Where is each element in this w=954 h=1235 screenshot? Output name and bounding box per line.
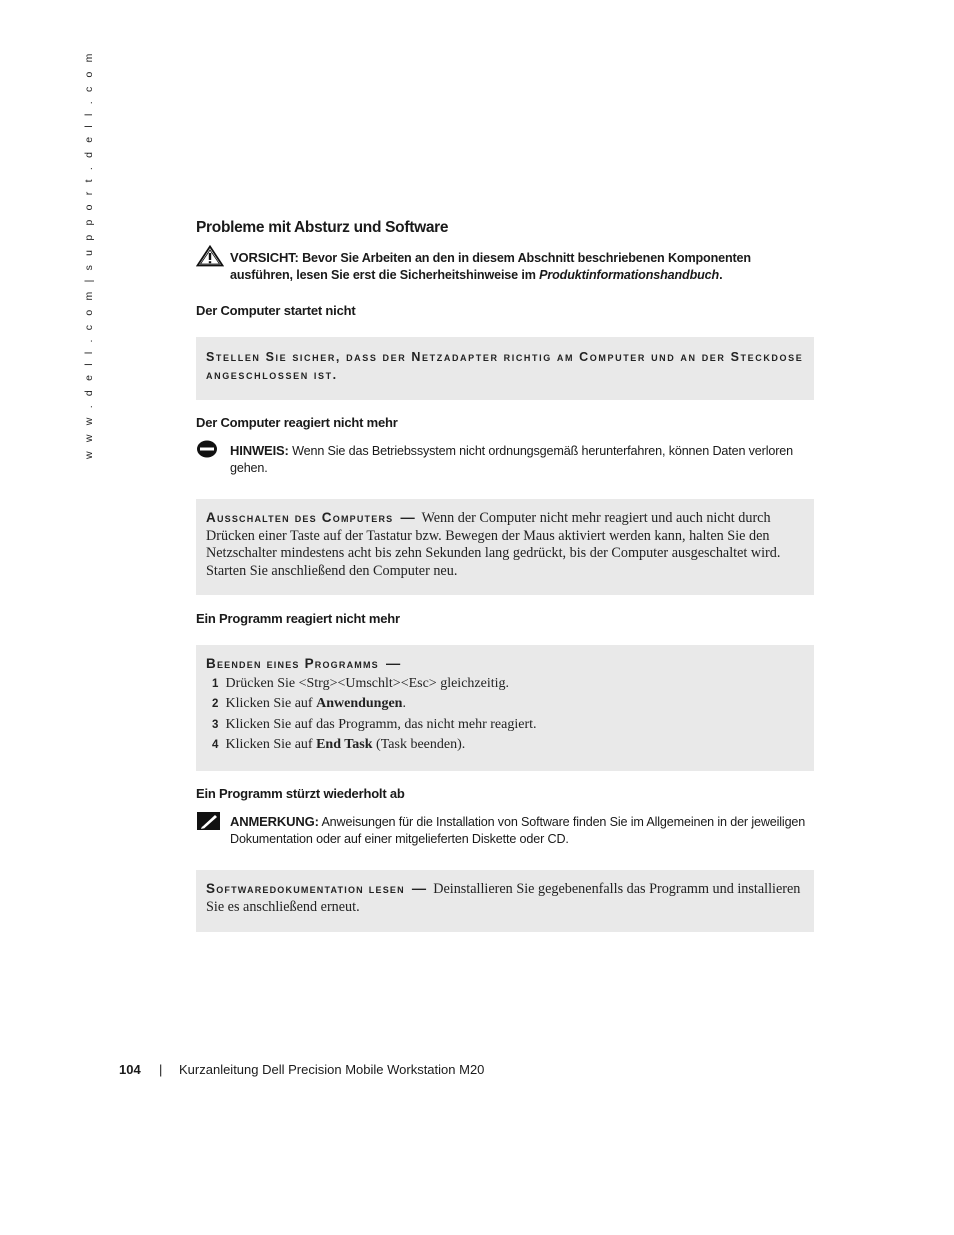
list-item: 2 Klicken Sie auf Anwendungen.: [212, 696, 406, 711]
list-item: 3 Klicken Sie auf das Programm, das nicht mehr reagiert.: [212, 716, 537, 732]
steps-list: [206, 674, 804, 756]
subheading-programm-reagiert: Ein Programm reagiert nicht mehr: [196, 611, 400, 626]
caution-end: .: [719, 268, 723, 282]
hinweis-icon: [196, 439, 220, 464]
caution-label: VORSICHT:: [230, 250, 299, 265]
subheading-programm-abstuerzt: Ein Programm stürzt wiederholt ab: [196, 786, 405, 801]
page-number: 104: [119, 1062, 141, 1077]
box-softwaredoku-text: Deinstallieren Sie gegebenenfalls das Programm und installieren Sie es anschließend erneut.: [206, 881, 801, 915]
box-ausschalten: [196, 499, 814, 595]
box-ausschalten-title: Ausschalten des Computers: [206, 510, 394, 525]
note-pencil-icon: [196, 811, 222, 836]
anmerkung-label: ANMERKUNG:: [230, 814, 319, 829]
box-beenden-title: Beenden eines Programms: [206, 656, 379, 671]
caution-text: Bevor Sie Arbeiten an den in diesem Abschnitt beschriebenen Komponenten ausführen, lesen Sie erst die Sicherheitshinweise im: [230, 251, 751, 282]
list-item: 4 Klicken Sie auf End Task (Task beenden).: [212, 737, 466, 752]
sidebar-url: w w w . d e l l . c o m | s u p p o r t . d e l l . c o m: [83, 50, 95, 459]
hinweis-label: HINWEIS:: [230, 443, 289, 458]
subheading-startet-nicht: Der Computer startet nicht: [196, 303, 356, 318]
box-beenden: [196, 645, 814, 771]
box-ausschalten-text: Wenn der Computer nicht mehr reagiert und auch nicht durch Drücken einer Taste auf der Tastatur bzw. Bewegen der Maus aktiviert werden kann, halten Sie den Netzschalter mindestens acht bis zehn Sekunden lang gedrückt, bis der Computer ausgeschaltet wird. Starten Sie anschließend den Computer neu.: [206, 510, 781, 579]
hinweis-notice: [196, 442, 814, 477]
box-netzadapter: [196, 337, 814, 400]
section-title: Probleme mit Absturz und Software: [196, 219, 449, 236]
hinweis-text: Wenn Sie das Betriebssystem nicht ordnungsgemäß herunterfahren, können Daten verloren gehen.: [230, 444, 793, 475]
footer-separator: |: [159, 1062, 163, 1077]
caution-emph: Produktinformationshandbuch: [539, 268, 720, 282]
box-softwaredoku-title: Softwaredokumentation lesen: [206, 881, 405, 896]
page-footer: [119, 1062, 485, 1077]
list-item: 1 Drücken Sie <Strg><Umschlt><Esc> gleichzeitig.: [212, 675, 510, 691]
box-softwaredoku-dash: —: [411, 881, 427, 897]
anmerkung-text: Anweisungen für die Installation von Software finden Sie im Allgemeinen in der jeweiligen Dokumentation oder auf einer mitgelieferten Diskette oder CD.: [230, 815, 806, 846]
footer-title: Kurzanleitung Dell Precision Mobile Workstation M20: [179, 1062, 485, 1077]
box-netzadapter-text: Stellen Sie sicher, dass der Netzadapter richtig am Computer und an der Steckdose angeschlossen ist.: [206, 350, 804, 382]
caution-triangle-icon: [196, 245, 224, 272]
subheading-reagiert-nicht: Der Computer reagiert nicht mehr: [196, 415, 398, 430]
box-softwaredoku: [196, 870, 814, 932]
box-ausschalten-dash: —: [400, 510, 415, 526]
caution-notice: [196, 249, 814, 284]
anmerkung-notice: [196, 813, 814, 848]
box-beenden-dash: —: [385, 656, 401, 672]
